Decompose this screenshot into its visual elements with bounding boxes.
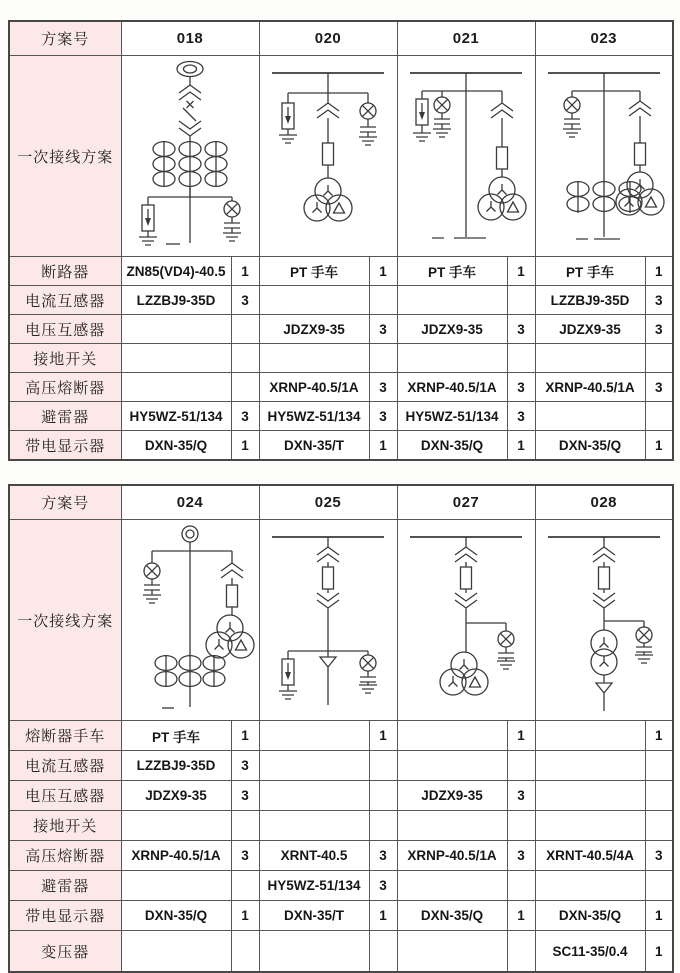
equipment-row <box>9 781 673 811</box>
model-cell <box>121 931 231 973</box>
qty-cell <box>507 871 535 901</box>
model-cell <box>535 344 645 373</box>
equipment-row <box>9 402 673 431</box>
diagram-row-label: 一次接线方案 <box>9 56 121 257</box>
qty-cell: 1 <box>231 431 259 461</box>
model-cell <box>259 781 369 811</box>
equipment-label: 带电显示器 <box>9 901 121 931</box>
qty-cell: 3 <box>645 315 673 344</box>
model-cell: XRNP-40.5/1A <box>535 373 645 402</box>
equipment-row <box>9 344 673 373</box>
model-cell: JDZX9-35 <box>397 781 507 811</box>
one-line-diagram-024 <box>122 521 258 719</box>
model-cell: DXN-35/Q <box>535 901 645 931</box>
qty-cell: 1 <box>645 931 673 973</box>
qty-cell <box>231 315 259 344</box>
equipment-row <box>9 257 673 286</box>
qty-cell: 1 <box>369 257 397 286</box>
equipment-row <box>9 315 673 344</box>
qty-cell: 1 <box>645 901 673 931</box>
model-cell <box>397 721 507 751</box>
equipment-row <box>9 721 673 751</box>
one-line-diagram-028 <box>536 521 672 719</box>
model-cell: XRNP-40.5/1A <box>121 841 231 871</box>
qty-cell: 1 <box>507 431 535 461</box>
one-line-diagram-023 <box>536 57 672 255</box>
equipment-label: 高压熔断器 <box>9 841 121 871</box>
wiring-diagram-027 <box>397 520 535 721</box>
equipment-row <box>9 751 673 781</box>
qty-cell <box>369 751 397 781</box>
equipment-row <box>9 431 673 461</box>
wiring-diagram-025 <box>259 520 397 721</box>
qty-cell: 3 <box>645 286 673 315</box>
equipment-label: 电压互感器 <box>9 315 121 344</box>
qty-cell <box>231 344 259 373</box>
model-cell: JDZX9-35 <box>259 315 369 344</box>
model-cell <box>535 721 645 751</box>
model-cell <box>121 811 231 841</box>
scheme-table-2 <box>8 484 674 973</box>
equipment-label: 电流互感器 <box>9 751 121 781</box>
model-cell <box>397 871 507 901</box>
qty-cell <box>231 373 259 402</box>
model-cell: XRNP-40.5/1A <box>259 373 369 402</box>
one-line-diagram-027 <box>398 521 534 719</box>
qty-cell: 3 <box>507 402 535 431</box>
model-cell: DXN-35/T <box>259 901 369 931</box>
scheme-number-023: 023 <box>535 21 673 56</box>
one-line-diagram-021 <box>398 57 534 255</box>
model-cell <box>121 373 231 402</box>
model-cell <box>259 931 369 973</box>
qty-cell: 3 <box>231 286 259 315</box>
wiring-diagram-020 <box>259 56 397 257</box>
one-line-diagram-018 <box>122 57 258 255</box>
model-cell <box>535 781 645 811</box>
model-cell: DXN-35/Q <box>121 431 231 461</box>
scheme-number-024: 024 <box>121 485 259 520</box>
qty-cell: 3 <box>507 315 535 344</box>
qty-cell: 1 <box>369 721 397 751</box>
scheme-number-027: 027 <box>397 485 535 520</box>
wiring-diagram-021 <box>397 56 535 257</box>
model-cell: HY5WZ-51/134 <box>121 402 231 431</box>
model-cell: ZN85(VD4)-40.5 <box>121 257 231 286</box>
wiring-diagram-018 <box>121 56 259 257</box>
model-cell: JDZX9-35 <box>397 315 507 344</box>
qty-cell: 1 <box>231 901 259 931</box>
equipment-label: 电压互感器 <box>9 781 121 811</box>
qty-cell <box>645 781 673 811</box>
model-cell <box>397 344 507 373</box>
scheme-tables-container <box>8 20 672 973</box>
model-cell <box>259 344 369 373</box>
model-cell: HY5WZ-51/134 <box>259 402 369 431</box>
qty-cell <box>231 811 259 841</box>
model-cell: DXN-35/Q <box>397 431 507 461</box>
scheme-table-1 <box>8 20 674 461</box>
model-cell: XRNT-40.5 <box>259 841 369 871</box>
qty-cell: 3 <box>231 751 259 781</box>
qty-cell <box>645 344 673 373</box>
scheme-number-028: 028 <box>535 485 673 520</box>
equipment-label: 高压熔断器 <box>9 373 121 402</box>
qty-cell: 3 <box>231 841 259 871</box>
equipment-row <box>9 811 673 841</box>
qty-cell <box>369 931 397 973</box>
model-cell: LZZBJ9-35D <box>535 286 645 315</box>
model-cell <box>121 871 231 901</box>
qty-cell <box>231 931 259 973</box>
qty-cell <box>645 871 673 901</box>
scheme-number-020: 020 <box>259 21 397 56</box>
model-cell <box>259 286 369 315</box>
model-cell: DXN-35/Q <box>121 901 231 931</box>
qty-cell: 3 <box>645 841 673 871</box>
qty-cell: 3 <box>369 373 397 402</box>
equipment-row <box>9 841 673 871</box>
qty-cell: 3 <box>231 402 259 431</box>
model-cell <box>397 931 507 973</box>
equipment-row <box>9 901 673 931</box>
qty-cell: 3 <box>369 402 397 431</box>
model-cell <box>535 811 645 841</box>
diagram-row-label: 一次接线方案 <box>9 520 121 721</box>
model-cell <box>397 751 507 781</box>
model-cell: LZZBJ9-35D <box>121 751 231 781</box>
wiring-diagram-028 <box>535 520 673 721</box>
qty-cell: 1 <box>369 901 397 931</box>
model-cell <box>397 811 507 841</box>
model-cell <box>121 315 231 344</box>
model-cell: LZZBJ9-35D <box>121 286 231 315</box>
model-cell: DXN-35/T <box>259 431 369 461</box>
qty-cell <box>507 811 535 841</box>
model-cell: DXN-35/Q <box>535 431 645 461</box>
model-cell: XRNT-40.5/4A <box>535 841 645 871</box>
equipment-label: 带电显示器 <box>9 431 121 461</box>
model-cell <box>259 721 369 751</box>
model-cell: PT 手车 <box>535 257 645 286</box>
scheme-number-021: 021 <box>397 21 535 56</box>
qty-cell: 1 <box>645 431 673 461</box>
model-cell: JDZX9-35 <box>121 781 231 811</box>
qty-cell <box>507 286 535 315</box>
wiring-diagram-023 <box>535 56 673 257</box>
wiring-diagram-024 <box>121 520 259 721</box>
qty-cell <box>507 931 535 973</box>
qty-cell: 3 <box>231 781 259 811</box>
equipment-label: 避雷器 <box>9 402 121 431</box>
qty-cell <box>369 811 397 841</box>
qty-cell: 3 <box>645 373 673 402</box>
scheme-number-025: 025 <box>259 485 397 520</box>
qty-cell <box>645 811 673 841</box>
qty-cell: 1 <box>507 721 535 751</box>
one-line-diagram-025 <box>260 521 396 719</box>
scheme-number-018: 018 <box>121 21 259 56</box>
equipment-row <box>9 286 673 315</box>
equipment-label: 变压器 <box>9 931 121 973</box>
model-cell: XRNP-40.5/1A <box>397 841 507 871</box>
qty-cell: 3 <box>507 841 535 871</box>
model-cell: PT 手车 <box>259 257 369 286</box>
qty-cell: 3 <box>507 781 535 811</box>
qty-cell: 3 <box>507 373 535 402</box>
qty-cell <box>369 286 397 315</box>
qty-cell: 1 <box>507 257 535 286</box>
qty-cell: 1 <box>507 901 535 931</box>
qty-cell: 1 <box>369 431 397 461</box>
equipment-row <box>9 871 673 901</box>
equipment-row <box>9 373 673 402</box>
model-cell <box>259 751 369 781</box>
equipment-label: 电流互感器 <box>9 286 121 315</box>
qty-cell <box>507 751 535 781</box>
qty-cell <box>369 781 397 811</box>
qty-cell: 1 <box>231 257 259 286</box>
model-cell <box>121 344 231 373</box>
model-cell: XRNP-40.5/1A <box>397 373 507 402</box>
qty-cell <box>645 402 673 431</box>
model-cell <box>535 402 645 431</box>
model-cell: HY5WZ-51/134 <box>397 402 507 431</box>
scheme-no-header: 方案号 <box>9 485 121 520</box>
one-line-diagram-020 <box>260 57 396 255</box>
model-cell: PT 手车 <box>121 721 231 751</box>
model-cell: JDZX9-35 <box>535 315 645 344</box>
model-cell <box>259 811 369 841</box>
model-cell: HY5WZ-51/134 <box>259 871 369 901</box>
qty-cell: 3 <box>369 841 397 871</box>
scheme-no-header: 方案号 <box>9 21 121 56</box>
equipment-label: 熔断器手车 <box>9 721 121 751</box>
model-cell: DXN-35/Q <box>397 901 507 931</box>
model-cell <box>397 286 507 315</box>
qty-cell: 1 <box>231 721 259 751</box>
scheme-header-row <box>9 21 673 56</box>
equipment-label: 断路器 <box>9 257 121 286</box>
model-cell <box>535 871 645 901</box>
model-cell: SC11-35/0.4 <box>535 931 645 973</box>
model-cell: PT 手车 <box>397 257 507 286</box>
equipment-label: 接地开关 <box>9 344 121 373</box>
qty-cell: 3 <box>369 315 397 344</box>
diagram-row <box>9 56 673 257</box>
qty-cell: 3 <box>369 871 397 901</box>
scheme-header-row <box>9 485 673 520</box>
diagram-row <box>9 520 673 721</box>
qty-cell: 1 <box>645 721 673 751</box>
equipment-row <box>9 931 673 973</box>
qty-cell <box>369 344 397 373</box>
model-cell <box>535 751 645 781</box>
equipment-label: 避雷器 <box>9 871 121 901</box>
qty-cell <box>645 751 673 781</box>
qty-cell <box>507 344 535 373</box>
qty-cell <box>231 871 259 901</box>
equipment-label: 接地开关 <box>9 811 121 841</box>
qty-cell: 1 <box>645 257 673 286</box>
